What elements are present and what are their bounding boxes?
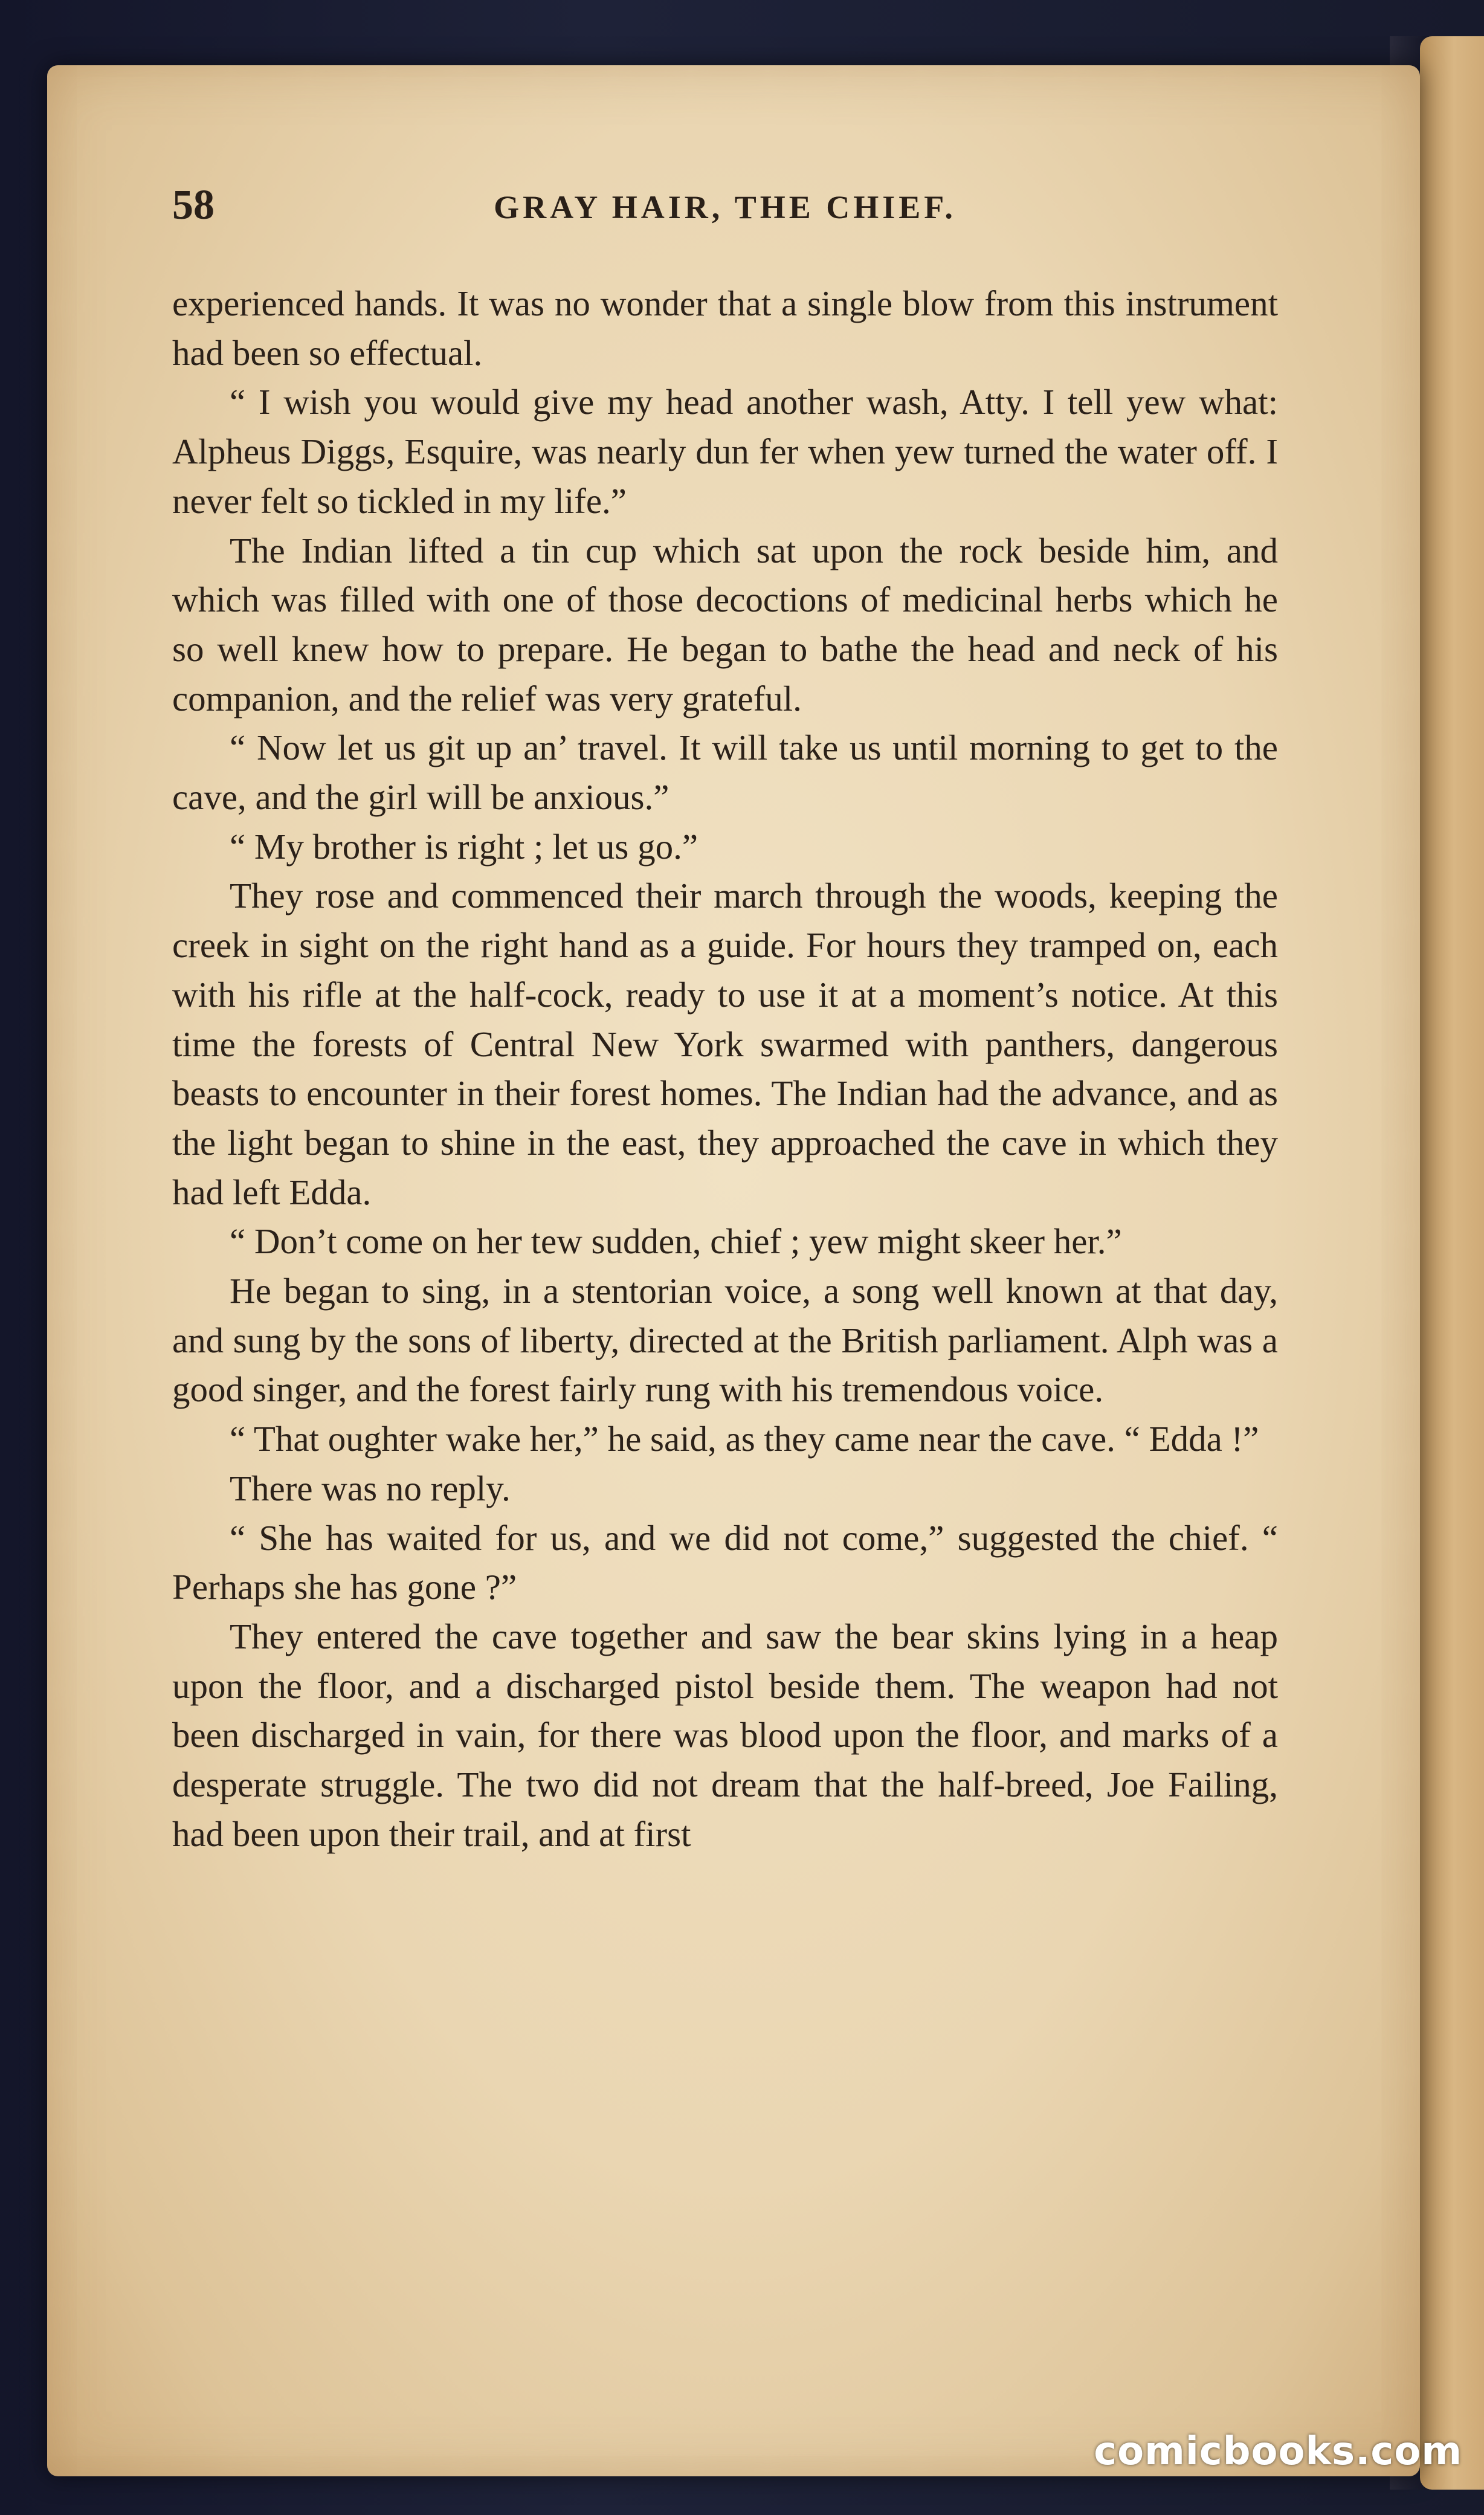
paragraph: They rose and commenced their march through the woods, keeping the creek in sight on the right hand as a guide. For hours they tramped on, each with his rifle at the half-cock, ready to use it at a moment’s notice. At this time the forests of Central New York swarmed with panthers, dangerous beasts to encounter in their forest homes. The Indian had the advance, and as the light began to shine in the east, they approached the cave in which they had left Edda.	[172, 876, 1278, 1212]
paragraph: They entered the cave together and saw the bear skins lying in a heap upon the floor, and a discharged pistol beside them. The weapon had not been discharged in vain, for there was blood upon the floor, and marks of a desperate struggle. The two did not dream that the half-breed, Joe Failing, had been upon their trail, and at first	[172, 1616, 1278, 1854]
watermark: comicbooks.com	[1094, 2429, 1462, 2474]
paragraph: “ My brother is right ; let us go.”	[230, 826, 698, 867]
paragraph: “ She has waited for us, and we did not come,” suggested the chief. “ Perhaps she has gone ?”	[172, 1517, 1278, 1607]
paragraph: There was no reply.	[230, 1468, 511, 1508]
page-number: 58	[172, 182, 215, 228]
adjacent-page-edge	[1420, 36, 1484, 2490]
paragraph: “ Now let us git up an’ travel. It will take us until morning to get to the cave, and the girl will be anxious.”	[172, 728, 1278, 818]
paragraph: He began to sing, in a stentorian voice, a song well known at that day, and sung by the sons of liberty, directed at the British parliament. Alph was a good singer, and the forest fairly rung with his tremendous voice.	[172, 1271, 1278, 1410]
page-header	[172, 181, 1278, 248]
paragraph: The Indian lifted a tin cup which sat upon the rock beside him, and which was filled with one of those decoctions of medicinal herbs which he so well knew how to prepare. He began to bathe the head and neck of his companion, and the relief was very grateful.	[172, 530, 1278, 718]
body-text	[172, 279, 1278, 1859]
paragraph: “ I wish you would give my head another wash, Atty. I tell yew what: Alpheus Diggs, Esquire, was nearly dun fer when yew turned the water off. I never felt so tickled in my life.”	[172, 382, 1278, 521]
paragraph: “ That oughter wake her,” he said, as they came near the cave. “ Edda !”	[230, 1419, 1259, 1459]
running-head: GRAY HAIR, THE CHIEF.	[494, 189, 957, 225]
paragraph: experienced hands. It was no wonder that a single blow from this instrument had been so effectual.	[172, 283, 1278, 373]
paragraph: “ Don’t come on her tew sudden, chief ; yew might skeer her.”	[230, 1221, 1122, 1262]
